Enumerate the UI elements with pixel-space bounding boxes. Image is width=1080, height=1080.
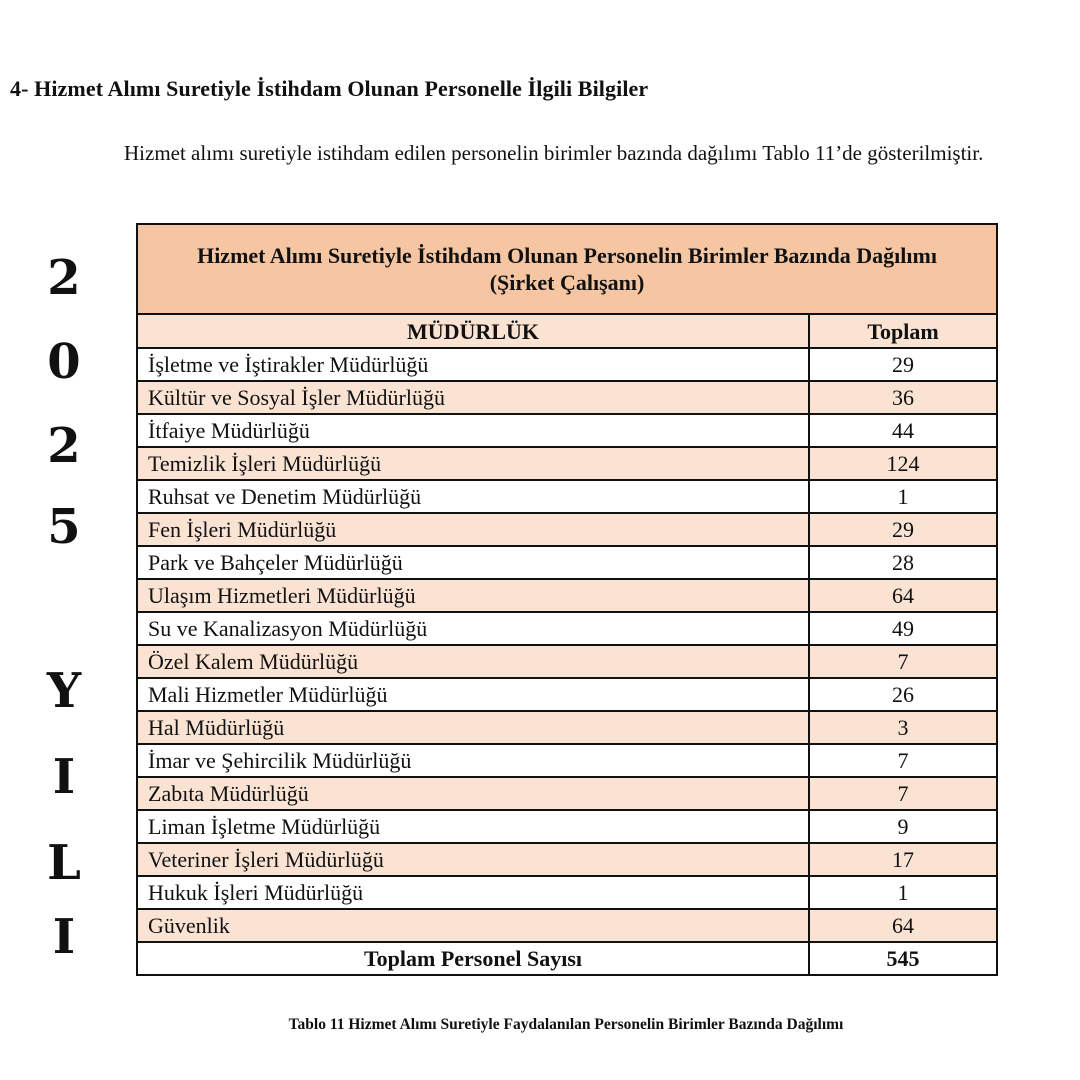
total-value: 545	[809, 942, 997, 975]
directorate-name: Özel Kalem Müdürlüğü	[137, 645, 809, 678]
directorate-total: 1	[809, 876, 997, 909]
directorate-total: 29	[809, 513, 997, 546]
directorate-total: 9	[809, 810, 997, 843]
directorate-total: 49	[809, 612, 997, 645]
directorate-total: 7	[809, 645, 997, 678]
directorate-total: 124	[809, 447, 997, 480]
table-row	[137, 513, 997, 546]
table-caption: Tablo 11 Hizmet Alımı Suretiyle Faydalanılan Personelin Birimler Bazında Dağılımı	[288, 1016, 844, 1033]
directorate-name: İşletme ve İştirakler Müdürlüğü	[137, 348, 809, 381]
table-row	[137, 645, 997, 678]
directorate-total: 17	[809, 843, 997, 876]
section-heading: 4- Hizmet Alımı Suretiyle İstihdam Olunan Personelle İlgili Bilgiler	[10, 76, 649, 101]
directorate-total: 3	[809, 711, 997, 744]
table-row	[137, 777, 997, 810]
directorate-name: Güvenlik	[137, 909, 809, 942]
directorate-name: Hal Müdürlüğü	[137, 711, 809, 744]
directorate-name: Fen İşleri Müdürlüğü	[137, 513, 809, 546]
directorate-total: 64	[809, 909, 997, 942]
directorate-name: Park ve Bahçeler Müdürlüğü	[137, 546, 809, 579]
total-row	[137, 942, 997, 975]
year-letter: L	[47, 835, 81, 891]
year-letter: Y	[46, 663, 82, 719]
directorate-name: İtfaiye Müdürlüğü	[137, 414, 809, 447]
year-letter: I	[52, 749, 76, 805]
directorate-name: Ulaşım Hizmetleri Müdürlüğü	[137, 579, 809, 612]
total-label: Toplam Personel Sayısı	[137, 942, 809, 975]
column-header-directorate: MÜDÜRLÜK	[137, 314, 809, 348]
directorate-total: 7	[809, 777, 997, 810]
intro-text: Hizmet alımı suretiyle istihdam edilen personelin birimler bazında dağılımı Tablo 11’de gösterilmiştir.	[124, 141, 984, 165]
directorate-name: Temizlik İşleri Müdürlüğü	[137, 447, 809, 480]
directorate-name: Veteriner İşleri Müdürlüğü	[137, 843, 809, 876]
directorate-total: 29	[809, 348, 997, 381]
directorate-total: 7	[809, 744, 997, 777]
table-row	[137, 678, 997, 711]
year-letter: 2	[47, 250, 81, 306]
directorate-total: 28	[809, 546, 997, 579]
table-row	[137, 546, 997, 579]
directorate-name: Ruhsat ve Denetim Müdürlüğü	[137, 480, 809, 513]
intro-paragraph	[40, 138, 1060, 169]
table-row	[137, 579, 997, 612]
table-row	[137, 744, 997, 777]
table-row	[137, 909, 997, 942]
year-letter: I	[52, 909, 76, 965]
directorate-total: 26	[809, 678, 997, 711]
directorate-name: İmar ve Şehircilik Müdürlüğü	[137, 744, 809, 777]
table-row	[137, 348, 997, 381]
directorate-name: Liman İşletme Müdürlüğü	[137, 810, 809, 843]
table-row	[137, 414, 997, 447]
directorate-total: 1	[809, 480, 997, 513]
personnel-table	[136, 223, 998, 976]
year-letter: 0	[47, 334, 81, 390]
table-title: Hizmet Alımı Suretiyle İstihdam Olunan Personelin Birimler Bazında Dağılımı (Şirket Çalışanı)	[137, 224, 997, 314]
table-row	[137, 447, 997, 480]
directorate-name: Hukuk İşleri Müdürlüğü	[137, 876, 809, 909]
table-row	[137, 843, 997, 876]
table-row	[137, 810, 997, 843]
column-header-total: Toplam	[809, 314, 997, 348]
directorate-total: 44	[809, 414, 997, 447]
table-row	[137, 612, 997, 645]
table-row	[137, 876, 997, 909]
directorate-total: 36	[809, 381, 997, 414]
directorate-name: Kültür ve Sosyal İşler Müdürlüğü	[137, 381, 809, 414]
directorate-name: Mali Hizmetler Müdürlüğü	[137, 678, 809, 711]
table-row	[137, 711, 997, 744]
directorate-name: Su ve Kanalizasyon Müdürlüğü	[137, 612, 809, 645]
year-letter: 2	[47, 418, 81, 474]
year-letter: 5	[47, 499, 81, 555]
table-row	[137, 480, 997, 513]
directorate-total: 64	[809, 579, 997, 612]
table-row	[137, 381, 997, 414]
directorate-name: Zabıta Müdürlüğü	[137, 777, 809, 810]
